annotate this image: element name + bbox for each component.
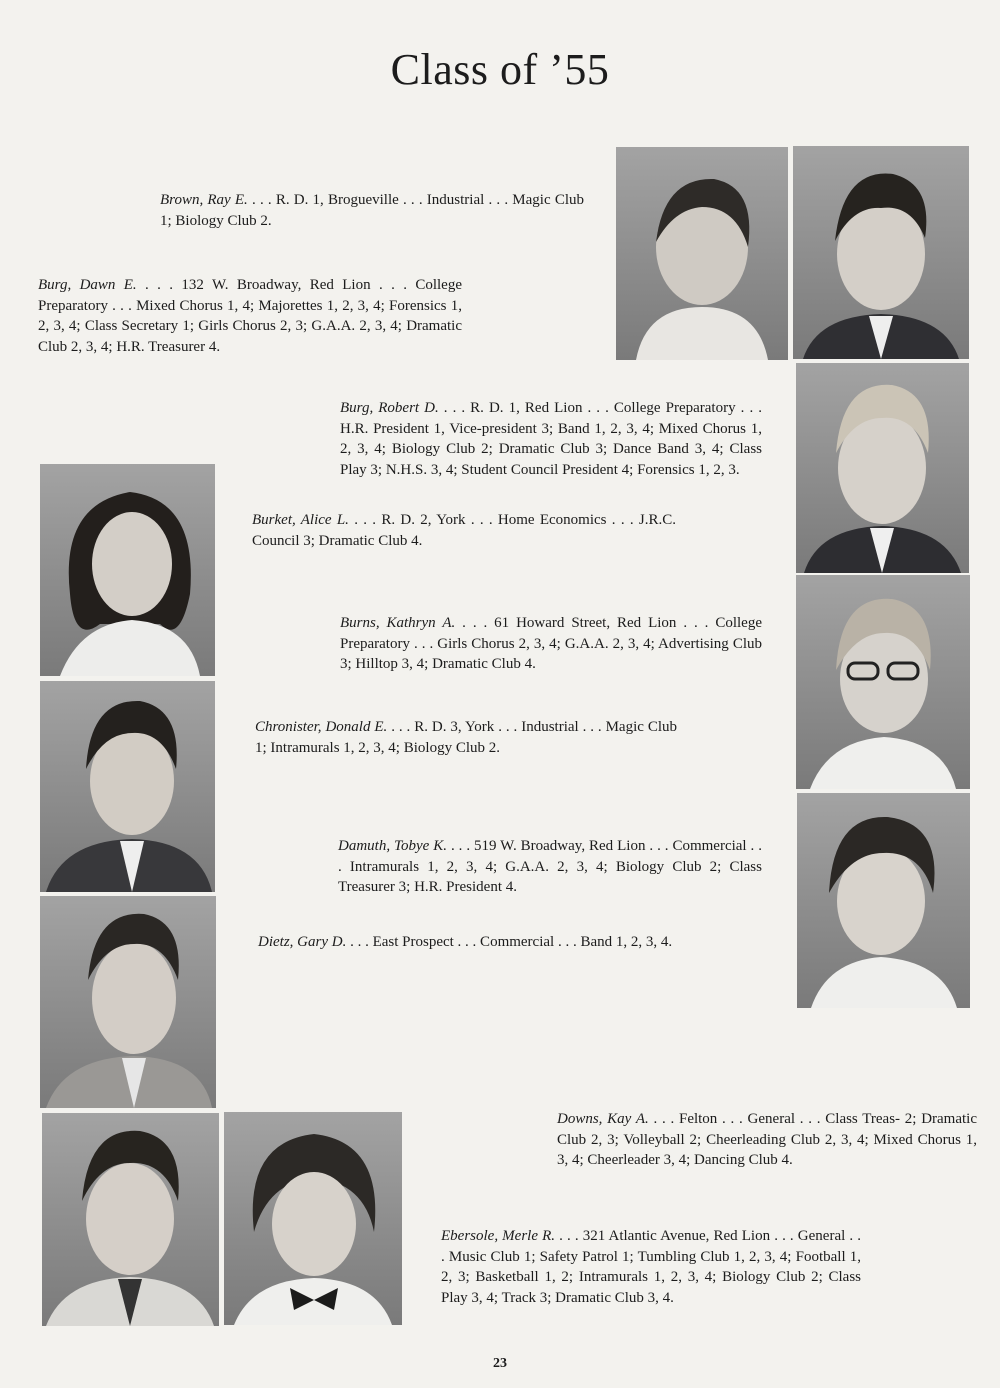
portrait-photo-burg-robert xyxy=(796,363,969,573)
portrait-photo-brown xyxy=(616,147,788,360)
student-details: . . . 61 Howard Street, Red Lion . . . College Preparatory . . . Girls Chorus 2, 3, 4; G.A.A. 2, 3, 4; Advertising Club 3; Hilltop 3, 4; Dramatic Club 4. xyxy=(340,615,762,672)
portrait-photo-ebersole xyxy=(224,1112,402,1325)
student-entry-downs xyxy=(557,1109,977,1171)
student-details: . . . R. D. 1, Brogueville . . . Industrial . . . Magic Club 1; Biology Club 2. xyxy=(160,192,584,229)
student-name: Ebersole, Merle R. xyxy=(441,1228,556,1244)
student-entry-damuth xyxy=(338,836,762,898)
portrait-photo-burg-dawn xyxy=(793,146,969,359)
student-name: Chronister, Donald E. xyxy=(255,719,388,735)
student-entry-ebersole xyxy=(441,1226,861,1308)
student-details: . . . East Prospect . . . Commercial . . . Band 1, 2, 3, 4. xyxy=(346,934,673,950)
student-entry-burg-dawn xyxy=(38,275,462,357)
student-details: . . . 519 W. Broadway, Red Lion . . . Commercial . . . Intramurals 1, 2, 3, 4; G.A.A. 2, 3, 4; Biology Club 2; Class Treasurer 3; H.R. President 4. xyxy=(338,838,762,895)
student-name: Burket, Alice L. xyxy=(252,512,349,528)
portrait-photo-dietz xyxy=(40,896,216,1108)
portrait-photo-downs xyxy=(42,1113,219,1326)
portrait-photo-chronister xyxy=(40,681,215,892)
student-name: Damuth, Tobye K. xyxy=(338,838,447,854)
student-details: . . . R. D. 3, York . . . Industrial . . . Magic Club 1; Intramurals 1, 2, 3, 4; Biology Club 2. xyxy=(255,719,677,756)
page-number: 23 xyxy=(493,1356,507,1371)
portrait-photo-burket xyxy=(40,464,215,676)
student-name: Brown, Ray E. xyxy=(160,192,248,208)
student-details: . . . 321 Atlantic Avenue, Red Lion . . . General . . . Music Club 1; Safety Patrol 1; Tumbling Club 1, 2, 3, 4; Football 1, 2, 3; Basketball 1, 2; Intramurals 1, 2, 3, 4; Biology Club 2; Class Play 3, 4; Track 3; Dramatic Club 3, 4. xyxy=(441,1228,861,1306)
student-entry-dietz xyxy=(258,932,682,953)
student-name: Downs, Kay A. xyxy=(557,1111,649,1127)
student-details: . . . R. D. 1, Red Lion . . . College Preparatory . . . H.R. President 1, Vice-president 3; Band 1, 2, 3, 4; Mixed Chorus 1, 2, 3, 4; Biology Club 2; Dramatic Club 3; Dance Band 3, 4; Class Play 3; N.H.S. 3, 4; Student Council President 4; Forensics 1, 2, 3. xyxy=(340,400,762,478)
page-title: Class of ’55 xyxy=(390,45,610,94)
student-name: Burg, Dawn E. xyxy=(38,277,137,293)
portrait-photo-damuth xyxy=(797,793,970,1008)
student-entry-brown xyxy=(160,190,584,231)
student-name: Burns, Kathryn A. xyxy=(340,615,456,631)
student-name: Burg, Robert D. xyxy=(340,400,439,416)
student-name: Dietz, Gary D. xyxy=(258,934,347,950)
student-entry-burg-robert xyxy=(340,398,762,480)
student-entry-chronister xyxy=(255,717,677,758)
student-details: . . . Felton . . . General . . . Class Treas- 2; Dramatic Club 2, 3; Volleyball 2; Cheerleading Club 2, 3, 4; Mixed Chorus 1, 3, 4; Cheerleader 3, 4; Dancing Club 4. xyxy=(557,1111,977,1168)
student-details: . . . R. D. 2, York . . . Home Economics . . . J.R.C. Council 3; Dramatic Club 4. xyxy=(252,512,676,549)
student-entry-burket xyxy=(252,510,676,551)
portrait-photo-burns xyxy=(796,575,970,789)
student-details: . . . 132 W. Broadway, Red Lion . . . College Preparatory . . . Mixed Chorus 1, 4; Majorettes 1, 2, 3, 4; Forensics 1, 2, 3, 4; Class Secretary 1; Girls Chorus 2, 3; G.A.A. 2, 3, 4; Dramatic Club 2, 3, 4; H.R. Treasurer 4. xyxy=(38,277,462,355)
student-entry-burns xyxy=(340,613,762,675)
